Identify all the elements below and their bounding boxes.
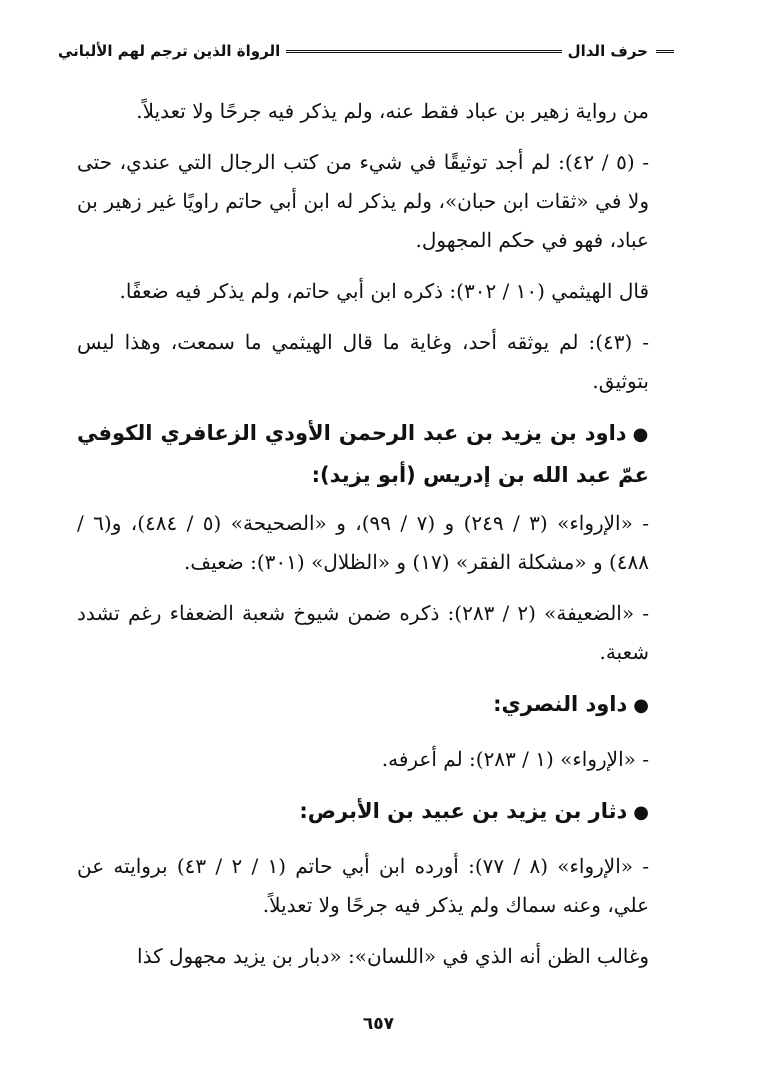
paragraph: وغالب الظن أنه الذي في «اللسان»: «دبار بن يزيد مجهول كذا xyxy=(137,944,649,968)
paragraph: من رواية زهير بن عباد فقط عنه، ولم يذكر فيه جرحًا ولا تعديلاً. xyxy=(136,99,649,123)
paragraph: - (٥ / ٤٢): لم أجد توثيقًا في شيء من كتب الرجال التي عندي، حتى ولا في «ثقات ابن حبان»، ولم يذكر له ابن أبي حاتم راويًا غير زهير بن عباد، فهو في حكم المجهول. xyxy=(77,150,650,252)
page-body xyxy=(77,92,649,988)
paragraph: - «الضعيفة» (٢ / ٢٨٣): ذكره ضمن شيوخ شعبة الضعفاء رغم تشدد شعبة. xyxy=(77,601,650,664)
paragraph: - (٤٣): لم يوثقه أحد، وغاية ما قال الهيثمي ما سمعت، وهذا ليس بتوثيق. xyxy=(77,330,649,393)
header-rule-long xyxy=(286,50,561,53)
paragraph: قال الهيثمي (١٠ / ٣٠٢): ذكره ابن أبي حاتم، ولم يذكر فيه ضعفًا. xyxy=(119,279,649,303)
narrator-heading xyxy=(77,684,649,726)
narrator-heading xyxy=(77,413,649,496)
narrator-heading xyxy=(77,791,649,833)
header-chapter: حرف الدال xyxy=(567,42,648,60)
narrator-name: داود بن يزيد بن عبد الرحمن الأودي الزعافري الكوفي عمّ عبد الله بن إدريس (أبو يزيد): xyxy=(77,421,649,487)
page-number: ٦٥٧ xyxy=(362,1014,395,1034)
paragraph: - «الإرواء» (٣ / ٢٤٩) و (٧ / ٩٩)، و «الصحيحة» (٥ / ٤٨٤)، و(٦ / ٤٨٨) و «مشكلة الفقر» (١٧) و «الظلال» (٣٠١): ضعيف. xyxy=(77,511,649,574)
header-rule-short xyxy=(656,50,674,53)
bullet-icon: ● xyxy=(633,695,649,716)
header-book-title: الرواة الذين ترجم لهم الألباني xyxy=(58,42,281,60)
narrator-name: دثار بن يزيد بن عبيد بن الأبرص: xyxy=(299,799,628,823)
paragraph: - «الإرواء» (١ / ٢٨٣): لم أعرفه. xyxy=(381,747,649,771)
bullet-icon: ● xyxy=(632,424,649,445)
narrator-name: داود النصري: xyxy=(493,692,628,716)
bullet-icon: ● xyxy=(633,802,649,823)
running-header xyxy=(58,38,674,64)
paragraph: - «الإرواء» (٨ / ٧٧): أورده ابن أبي حاتم (١ / ٢ / ٤٣) بروايته عن علي، وعنه سماك ولم يذكر فيه جرحًا ولا تعديلاً. xyxy=(77,854,650,917)
